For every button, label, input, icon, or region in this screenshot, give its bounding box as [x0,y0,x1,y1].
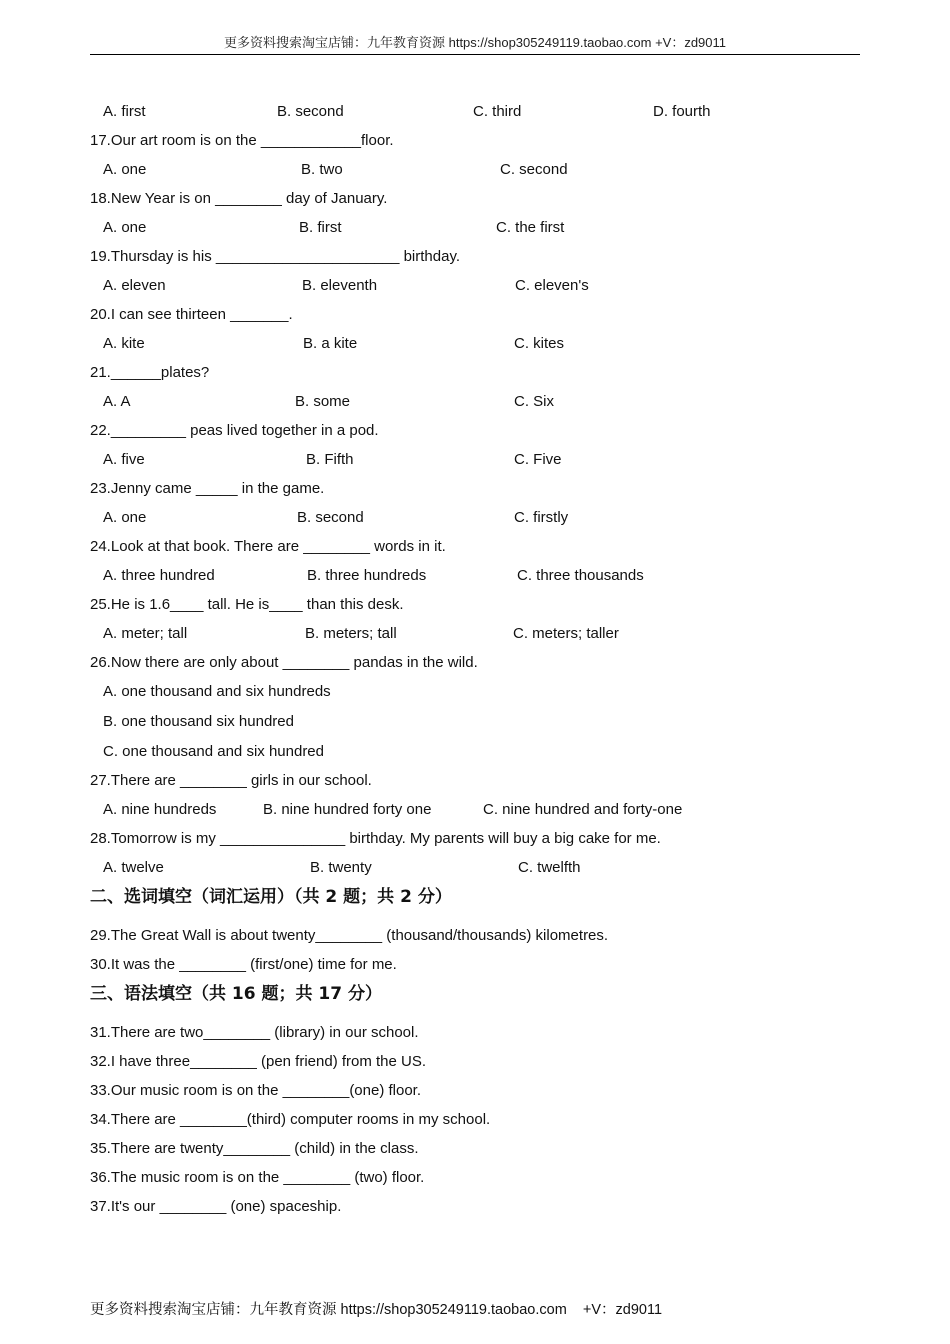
question-33: 33.Our music room is on the ________(one) floor. [90,1082,422,1099]
option-b: B. a kite [303,335,358,352]
option-a: A. one [103,219,147,236]
option-b: B. nine hundred forty one [263,801,432,818]
question-29: 29.The Great Wall is about twenty________ (thousand/thousands) kilometres. [90,927,609,944]
option-b: B. eleventh [302,277,378,294]
question-26: 26.Now there are only about ________ pandas in the wild. [90,654,478,671]
option-b: B. twenty [310,859,372,876]
option-c: C. eleven's [515,277,589,294]
question-21: 21.______plates? [90,364,210,381]
question-18-options [90,217,565,239]
page-header: 更多资料搜索淘宝店铺：九年教育资源 https://shop305249119.taobao.com +V：zd9011 [90,32,860,55]
question-30: 30.It was the ________ (first/one) time for me. [90,956,397,973]
option-b: B. two [301,161,343,178]
question-25-options [90,623,619,645]
question-20-options [90,333,565,355]
question-26-option-b [90,711,294,733]
question-19-options [90,275,589,297]
option-a: A. one [103,509,147,526]
option-c: C. the first [496,219,565,236]
question-24-options [90,565,644,587]
option-a: A. three hundred [103,567,215,584]
option-d: D. fourth [653,103,711,120]
page-footer: 更多资料搜索淘宝店铺：九年教育资源 https://shop305249119.taobao.com +V：zd9011 [90,1302,663,1318]
question-25: 25.He is 1.6____ tall. He is____ than this desk. [90,596,404,613]
option-a: A. first [103,103,146,120]
question-28-options [90,857,581,879]
option-b: B. Fifth [306,451,354,468]
option-b: B. one thousand six hundred [103,713,294,730]
option-a: A. one thousand and six hundreds [103,683,331,700]
option-c: C. Five [514,451,562,468]
question-23-options [90,507,569,529]
question-31: 31.There are two________ (library) in our school. [90,1024,419,1041]
question-19: 19.Thursday is his ______________________ birthday. [90,248,461,265]
question-27: 27.There are ________ girls in our school. [90,772,372,789]
option-c: C. twelfth [518,859,581,876]
option-c: C. meters; taller [513,625,619,642]
question-20: 20.I can see thirteen _______. [90,306,293,323]
option-c: C. one thousand and six hundred [103,743,324,760]
question-26-option-c [90,741,324,763]
option-a: A. kite [103,335,145,352]
option-b: B. second [277,103,344,120]
option-a: A. A [103,393,131,410]
option-b: B. first [299,219,342,236]
section-3-heading: 三、语法填空（共 16 题；共 17 分） [90,984,382,1004]
option-a: A. twelve [103,859,164,876]
question-28: 28.Tomorrow is my _______________ birthday. My parents will buy a big cake for me. [90,830,661,847]
option-a: A. eleven [103,277,166,294]
option-b: B. meters; tall [305,625,397,642]
option-c: C. Six [514,393,555,410]
option-c: C. second [500,161,568,178]
question-35: 35.There are twenty________ (child) in the class. [90,1140,419,1157]
question-16-options [90,101,711,123]
option-b: B. some [295,393,351,410]
question-36: 36.The music room is on the ________ (two) floor. [90,1169,425,1186]
option-c: C. three thousands [517,567,644,584]
question-37: 37.It's our ________ (one) spaceship. [90,1198,342,1215]
question-32: 32.I have three________ (pen friend) from the US. [90,1053,427,1070]
option-a: A. five [103,451,145,468]
option-c: C. kites [514,335,565,352]
option-a: A. nine hundreds [103,801,217,818]
question-27-options [90,799,683,821]
option-c: C. third [473,103,522,120]
question-17-options [90,159,568,181]
section-2-heading: 二、选词填空（词汇运用）（共 2 题；共 2 分） [90,887,452,907]
option-b: B. second [297,509,364,526]
question-22-options [90,449,562,471]
question-22: 22._________ peas lived together in a pod. [90,422,379,439]
option-a: A. meter; tall [103,625,188,642]
question-24: 24.Look at that book. There are ________ words in it. [90,538,446,555]
option-c: C. nine hundred and forty-one [483,801,683,818]
question-21-options [90,391,555,413]
question-17: 17.Our art room is on the ____________floor. [90,132,394,149]
option-b: B. three hundreds [307,567,427,584]
option-a: A. one [103,161,147,178]
question-23: 23.Jenny came _____ in the game. [90,480,325,497]
question-18: 18.New Year is on ________ day of January. [90,190,388,207]
question-26-option-a [90,681,331,703]
question-34: 34.There are ________(third) computer rooms in my school. [90,1111,491,1128]
option-c: C. firstly [514,509,569,526]
